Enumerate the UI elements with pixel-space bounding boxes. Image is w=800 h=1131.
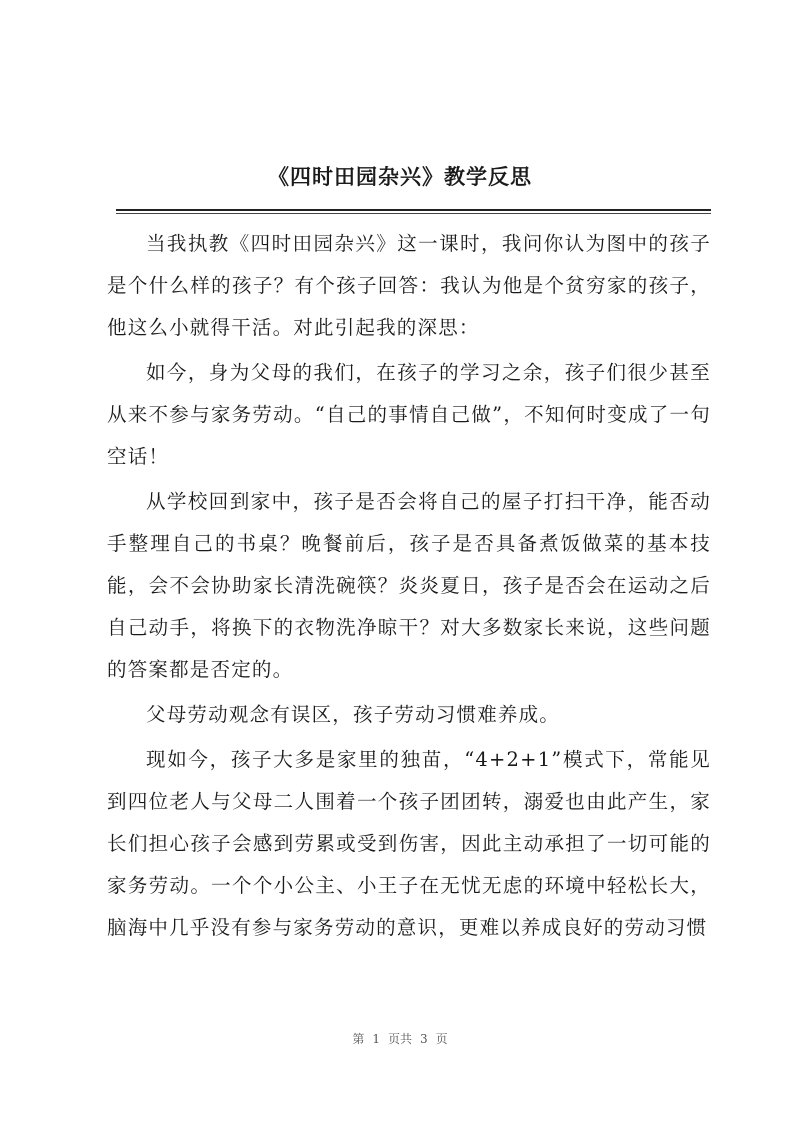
footer-page-number: 1 (372, 1032, 380, 1046)
paragraph-3: 从学校回到家中，孩子是否会将自己的屋子打扫干净，能否动手整理自己的书桌？晚餐前后，孩子是否具备煮饭做菜的基本技能，会不会协助家长清洗碗筷？炎炎夏日，孩子是否会在运动之后自己动手，将换下的衣物洗净晾干？对大多数家长来说，这些问题的答案都是否定的。 (107, 490, 711, 681)
footer-mid: 页共 (387, 1032, 412, 1046)
footer-suffix: 页 (435, 1032, 448, 1046)
footer-page-total: 3 (420, 1032, 428, 1046)
footer-prefix: 第 (352, 1032, 365, 1046)
paragraph-1: 当我执教《四时田园杂兴》这一课时，我问你认为图中的孩子是个什么样的孩子？有个孩子回答：我认为他是个贫穷家的孩子，他这么小就得干活。对此引起我的深思： (107, 232, 711, 339)
page-footer (0, 1030, 800, 1047)
paragraph-2: 如今，身为父母的我们，在孩子的学习之余，孩子们很少甚至从来不参与家务劳动。“自己的事情自己做”，不知何时变成了一句空话！ (107, 361, 711, 468)
paragraph-5: 现如今，孩子大多是家里的独苗，“4+2+1”模式下，常能见到四位老人与父母二人围着一个孩子团团转，溺爱也由此产生，家长们担心孩子会感到劳累或受到伤害，因此主动承担了一切可能的家务劳动。一个个小公主、小王子在无忧无虑的环境中轻松长大，脑海中几乎没有参与家务劳动的意识，更难以养成良好的劳动习惯 (107, 748, 711, 939)
document-body (107, 223, 711, 952)
title-rule-thick (116, 209, 711, 211)
document-title: 《四时田园杂兴》教学反思 (268, 164, 532, 189)
title-rule-thin (116, 213, 711, 214)
paragraph-4: 父母劳动观念有误区，孩子劳动习惯难养成。 (146, 703, 561, 726)
